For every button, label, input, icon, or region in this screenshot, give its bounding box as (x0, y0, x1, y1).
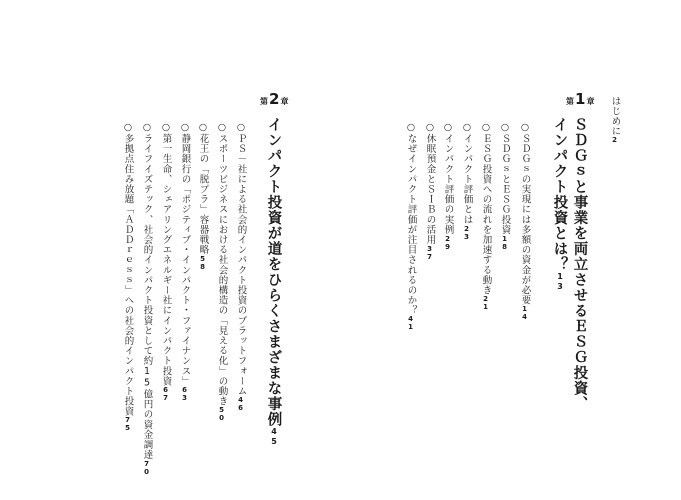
chapter2-section-item: ○スポーツビジネスにおける社会的構造の「見える化」の動き50 (216, 122, 228, 423)
chapter1-title-page-number: 13 (555, 272, 565, 292)
section-page-number: 67 (161, 386, 170, 403)
chapter2-section-item: ○多拠点住み放題「ＡＤＤｒｅｓｓ」への社会的インパクト投資75 (122, 122, 134, 433)
section-page-number: 37 (425, 244, 434, 261)
chapter2-number: 第 2 章 (260, 90, 289, 108)
chapter2-section-item: ○ＰＳ－社による社会的インパクト投資のプラットフォーム46 (235, 122, 247, 413)
chapter2-title-page-number: 45 (269, 427, 279, 447)
intro-label: はじめに (609, 96, 621, 137)
chapter2-title (266, 117, 284, 447)
section-page-number: 21 (481, 295, 490, 312)
chapter2-section-item: ○第一生命、シェアリングエネルギー社にインパクト投資67 (160, 122, 172, 403)
chapter1-number: 第 1 章 (566, 90, 595, 108)
chapter1-section-item: ○ＳＤＧｓとＥＳＧ投資18 (499, 122, 511, 251)
chapter1-title-line2 (552, 117, 570, 292)
chapter1-section-item: ○休眠預金とＳＩＢの活用37 (424, 122, 436, 261)
chapter2-section-item: ○静岡銀行の「ポジティブ・インパクト・ファイナンス」63 (179, 122, 191, 403)
chapter2-section-item: ○花王の「脱プラ」容器戦略58 (197, 122, 209, 271)
section-page-number: 23 (462, 224, 471, 241)
section-page-number: 70 (142, 459, 151, 476)
chapter1-section-item: ○ＳＤＧｓの実現には多額の資金が必要14 (519, 122, 531, 322)
section-page-number: 46 (236, 396, 245, 413)
section-page-number: 14 (520, 305, 529, 322)
chapter2-section-item: ○ライフイズテック、社会的インパクト投資として約15億円の資金調達70 (141, 122, 153, 476)
intro-entry (610, 96, 624, 144)
chapter1-section-item: ○インパクト評価の実例29 (442, 122, 454, 251)
section-page-number: 29 (443, 234, 452, 251)
section-page-number: 41 (406, 315, 415, 332)
section-page-number: 75 (123, 416, 132, 433)
section-page-number: 18 (500, 234, 509, 251)
section-page-number: 50 (217, 406, 226, 423)
section-page-number: 63 (180, 386, 189, 403)
chapter1-section-item: ○インパクト評価とは23 (461, 122, 473, 241)
chapter1-title-line1: ＳＤＧｓと事業を両立させるＥＳＧ投資、 (571, 117, 588, 412)
chapter1-section-item: ○なぜインパクト評価が注目されるのか？41 (405, 122, 417, 332)
intro-page-number: 2 (610, 136, 619, 145)
section-page-number: 58 (198, 254, 207, 271)
chapter2-title-text: インパクト投資が道をひらくさまざまな事例 (265, 117, 282, 427)
chapter1-section-item: ○ＥＳＧ投資への流れを加速する動き21 (480, 122, 492, 312)
chapter1-title-line2-text: インパクト投資とは？ (551, 117, 568, 272)
